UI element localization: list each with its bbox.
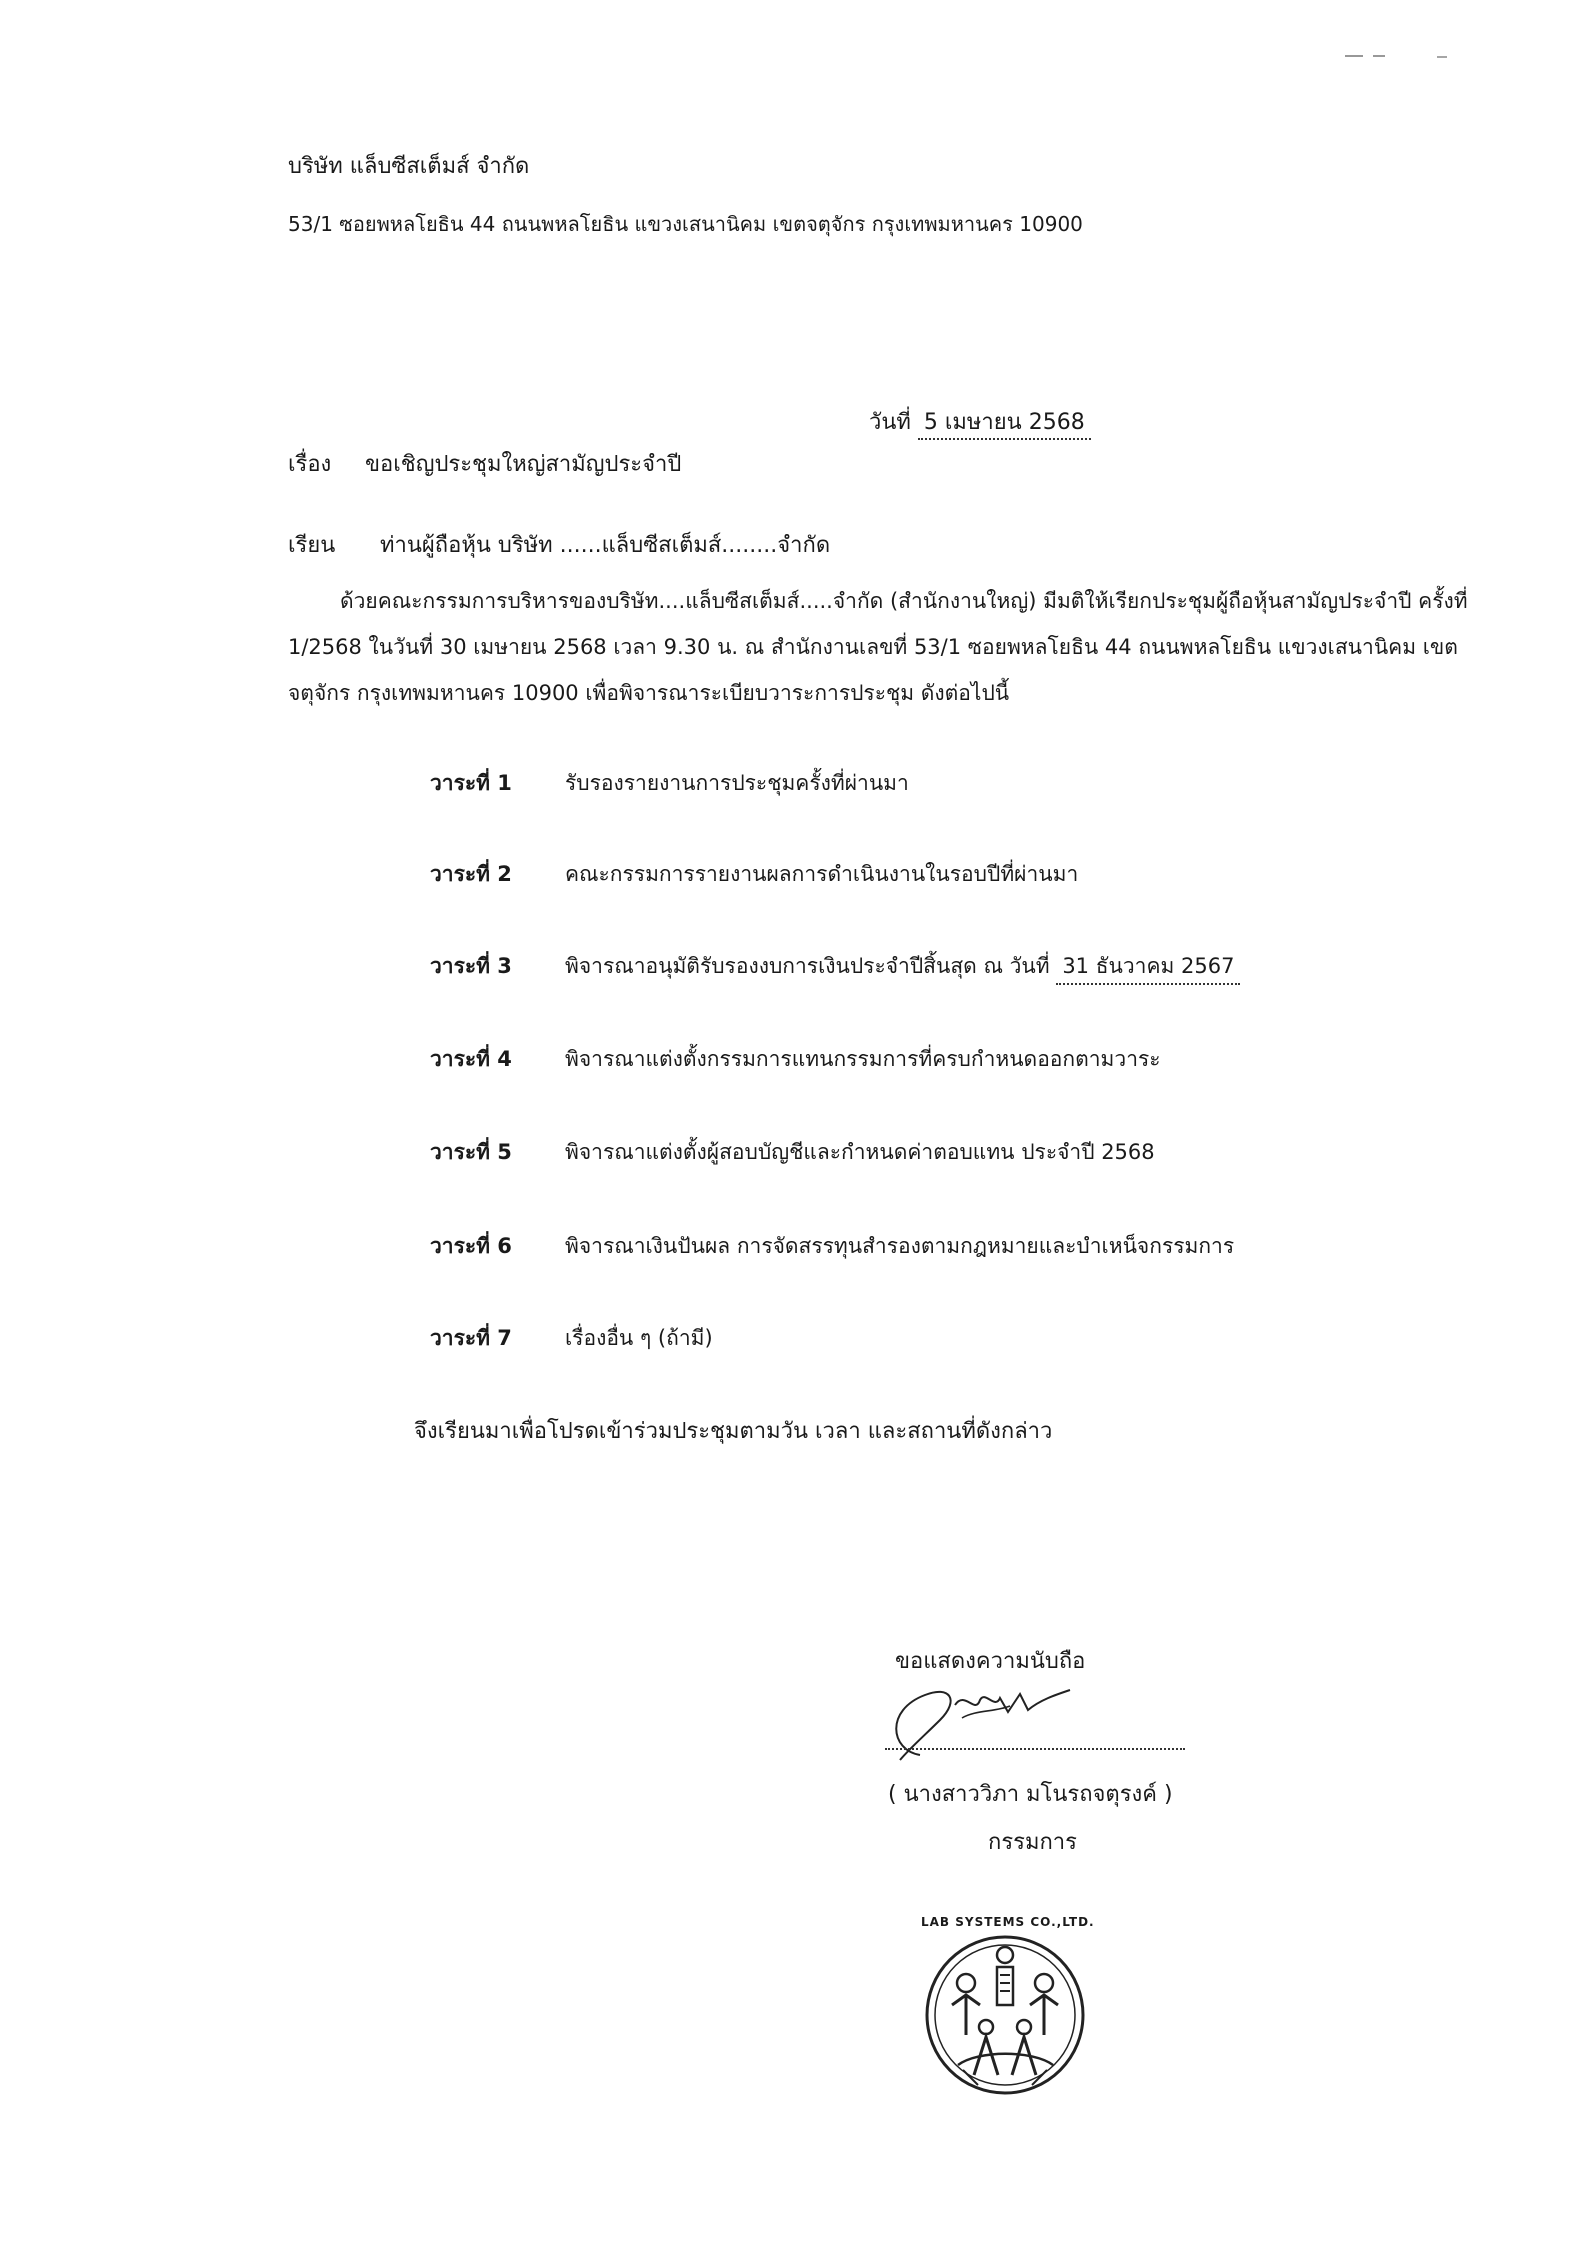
regards-text: ขอแสดงความนับถือ [895,1649,1086,1674]
agenda-text-main: พิจารณาอนุมัติรับรองงบการเงินประจำปีสิ้นสุด ณ วันที่ [565,954,1050,978]
closing-text: จึงเรียนมาเพื่อโปรดเข้าร่วมประชุมตามวัน เวลา และสถานที่ดังกล่าว [414,1419,1053,1444]
agenda-label: วาระที่ 4 [430,1047,512,1071]
letter-date [869,408,1091,440]
agenda-text: เรื่องอื่น ๆ (ถ้ามี) [565,1326,713,1350]
agenda-text: พิจารณาแต่งตั้งผู้สอบบัญชีและกำหนดค่าตอบแทน ประจำปี 2568 [565,1140,1155,1164]
signer-title: กรรมการ [988,1830,1077,1855]
agenda-date: 31 ธันวาคม 2567 [1056,950,1240,985]
recipient-text: ท่านผู้ถือหุ้น บริษัท ......แล็บซีสเต็มส์........จำกัด [380,533,831,558]
subject-text: ขอเชิญประชุมใหญ่สามัญประจำปี [365,452,682,477]
body-paragraph [288,578,1498,716]
body-text: ด้วยคณะกรรมการบริหารของบริษัท....แล็บซีสเต็มส์.....จำกัด (สำนักงานใหญ่) มีมติให้เรียกประชุมผู้ถือหุ้นสามัญประจำปี ครั้งที่ 1/2568 ในวันที่ 30 เมษายน 2568 เวลา 9.30 น. ณ สำนักงานเลขที่ 53/1 ซอยพหลโยธิน 44 ถนนพหลโยธิน แขวงเสนานิคม เขตจตุจักร กรุงเทพมหานคร 10900 เพื่อพิจารณาระเบียบวาระการประชุม ดังต่อไปนี้ [288,589,1468,705]
handwritten-signature [880,1670,1120,1770]
company-address: 53/1 ซอยพหลโยธิน 44 ถนนพหลโยธิน แขวงเสนานิคม เขตจตุจักร กรุงเทพมหานคร 10900 [288,212,1083,236]
agenda-text: พิจารณาเงินปันผล การจัดสรรทุนสำรองตามกฎหมายและบำเหน็จกรรมการ [565,1234,1235,1258]
agenda-label: วาระที่ 5 [430,1140,512,1164]
signer-name: ( นางสาววิภา มโนรถจตุรงค์ ) [888,1782,1173,1807]
agenda-text: คณะกรรมการรายงานผลการดำเนินงานในรอบปีที่ผ่านมา [565,862,1079,886]
agenda-label: วาระที่ 7 [430,1326,512,1350]
agenda-text: รับรองรายงานการประชุมครั้งที่ผ่านมา [565,771,909,795]
agenda-text [565,950,1240,985]
signature-line [885,1748,1185,1750]
company-seal-text: LAB SYSTEMS CO.,LTD. [921,1915,1095,1929]
recipient-label: เรียน [288,533,336,558]
subject-label: เรื่อง [288,452,332,477]
company-seal-icon [918,1925,1093,2100]
agenda-label: วาระที่ 6 [430,1234,512,1258]
company-name: บริษัท แล็บซีสเต็มส์ จำกัด [288,154,530,179]
scan-marks [1345,52,1465,64]
agenda-label: วาระที่ 3 [430,954,512,978]
date-value: 5 เมษายน 2568 [918,408,1091,440]
agenda-label: วาระที่ 1 [430,771,512,795]
date-label: วันที่ [869,410,911,435]
agenda-label: วาระที่ 2 [430,862,512,886]
agenda-text: พิจารณาแต่งตั้งกรรมการแทนกรรมการที่ครบกำหนดออกตามวาระ [565,1047,1161,1071]
